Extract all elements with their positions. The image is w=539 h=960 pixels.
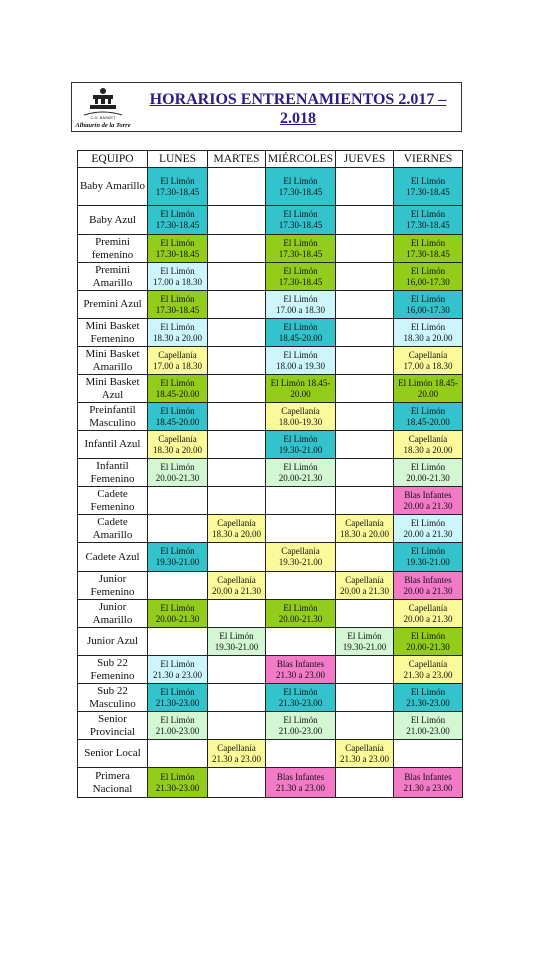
session-cell-viernes: El Limón 20.00-21.30 xyxy=(394,459,463,487)
session-cell-viernes: El Limón 20.00 a 21.30 xyxy=(394,515,463,543)
session-cell-lunes: El Limón 17.30-18.45 xyxy=(148,291,208,319)
session-cell-lunes: El Limón 18.45-20.00 xyxy=(148,403,208,431)
session-cell-viernes: Blas Infantes 20.00 a 21.30 xyxy=(394,572,463,600)
header-row xyxy=(78,151,463,168)
session-cell-lunes: El Limón 21.30 a 23.00 xyxy=(148,656,208,684)
table-row xyxy=(78,656,463,684)
session-cell-martes: Capellanía 20.00 a 21.30 xyxy=(208,572,266,600)
team-name: Preinfantil Masculino xyxy=(78,403,148,431)
session-cell-viernes: Blas Infantes 21.30 a 23.00 xyxy=(394,768,463,798)
table-row xyxy=(78,168,463,206)
session-cell-lunes: El Limón 17.30-18.45 xyxy=(148,168,208,206)
session-cell-miercoles: Capellanía 19.30-21.00 xyxy=(266,543,336,572)
empty-cell-jueves xyxy=(336,291,394,319)
session-cell-miercoles: El Limón 17.30-18.45 xyxy=(266,168,336,206)
table-row xyxy=(78,291,463,319)
empty-cell-miercoles xyxy=(266,628,336,656)
table-row xyxy=(78,572,463,600)
table-row xyxy=(78,768,463,798)
session-cell-jueves: El Limón 19.30-21.00 xyxy=(336,628,394,656)
training-schedule-table xyxy=(77,150,463,798)
session-cell-jueves: Capellanía 18.30 a 20.00 xyxy=(336,515,394,543)
team-name: Mini Basket Azul xyxy=(78,375,148,403)
empty-cell-jueves xyxy=(336,431,394,459)
team-name: Premini Azul xyxy=(78,291,148,319)
session-cell-lunes: El Limón 17.00 a 18.30 xyxy=(148,263,208,291)
team-name: Premini femenino xyxy=(78,235,148,263)
session-cell-viernes: El Limón 16,00-17.30 xyxy=(394,263,463,291)
session-cell-viernes: Capellanía 21.30 a 23.00 xyxy=(394,656,463,684)
column-header-miercoles: MIÉRCOLES xyxy=(266,151,336,168)
team-name: Premini Amarillo xyxy=(78,263,148,291)
empty-cell-jueves xyxy=(336,263,394,291)
session-cell-miercoles: El Limón 18.00 a 19.30 xyxy=(266,347,336,375)
table-row xyxy=(78,712,463,740)
empty-cell-martes xyxy=(208,403,266,431)
empty-cell-martes xyxy=(208,319,266,347)
session-cell-miercoles: El Limón 20.00-21.30 xyxy=(266,600,336,628)
session-cell-lunes: El Limón 20.00-21.30 xyxy=(148,459,208,487)
empty-cell-martes xyxy=(208,768,266,798)
team-name: Baby Azul xyxy=(78,206,148,235)
session-cell-lunes: Capellanía 18.30 a 20.00 xyxy=(148,431,208,459)
page-title: HORARIOS ENTRENAMIENTOS 2.017 – 2.018 xyxy=(149,91,447,127)
table-row xyxy=(78,459,463,487)
team-name: Mini Basket Amarillo xyxy=(78,347,148,375)
team-name: Infantil Femenino xyxy=(78,459,148,487)
svg-text:Alhaurín de la Torre: Alhaurín de la Torre xyxy=(75,122,131,129)
session-cell-lunes: El Limón 20.00-21.30 xyxy=(148,600,208,628)
team-name: Sub 22 Femenino xyxy=(78,656,148,684)
empty-cell-jueves xyxy=(336,235,394,263)
session-cell-lunes: El Limón 18.45-20.00 xyxy=(148,375,208,403)
empty-cell-martes xyxy=(208,600,266,628)
empty-cell-viernes xyxy=(394,740,463,768)
table-row xyxy=(78,403,463,431)
column-header-equipo: EQUIPO xyxy=(78,151,148,168)
session-cell-viernes: El Limón 21.00-23.00 xyxy=(394,712,463,740)
table-row xyxy=(78,263,463,291)
table-row xyxy=(78,375,463,403)
empty-cell-lunes xyxy=(148,740,208,768)
session-cell-miercoles: El Limón 20.00-21.30 xyxy=(266,459,336,487)
session-cell-lunes: El Limón 21.30-23.00 xyxy=(148,768,208,798)
session-cell-martes: Capellanía 21.30 a 23.00 xyxy=(208,740,266,768)
empty-cell-jueves xyxy=(336,684,394,712)
session-cell-viernes: El Limón 18.45-20.00 xyxy=(394,403,463,431)
empty-cell-martes xyxy=(208,656,266,684)
empty-cell-jueves xyxy=(336,600,394,628)
empty-cell-martes xyxy=(208,291,266,319)
team-name: Senior Provincial xyxy=(78,712,148,740)
empty-cell-jueves xyxy=(336,543,394,572)
session-cell-miercoles: Blas Infantes 21.30 a 23.00 xyxy=(266,768,336,798)
team-name: Primera Nacional xyxy=(78,768,148,798)
session-cell-miercoles: El Limón 17.30-18.45 xyxy=(266,206,336,235)
session-cell-viernes: Blas Infantes 20.00 a 21.30 xyxy=(394,487,463,515)
table-row xyxy=(78,628,463,656)
table-row xyxy=(78,515,463,543)
table-row xyxy=(78,684,463,712)
session-cell-miercoles: El Limón 18.45-20.00 xyxy=(266,319,336,347)
team-name: Mini Basket Femenino xyxy=(78,319,148,347)
session-cell-martes: Capellanía 18.30 a 20.00 xyxy=(208,515,266,543)
column-header-jueves: JUEVES xyxy=(336,151,394,168)
table-row xyxy=(78,543,463,572)
session-cell-miercoles: El Limón 21.00-23.00 xyxy=(266,712,336,740)
session-cell-lunes: El Limón 17.30-18.45 xyxy=(148,235,208,263)
empty-cell-jueves xyxy=(336,168,394,206)
document-header xyxy=(71,82,462,132)
session-cell-lunes: El Limón 17.30-18.45 xyxy=(148,206,208,235)
empty-cell-miercoles xyxy=(266,572,336,600)
session-cell-viernes: Capellanía 18.30 a 20.00 xyxy=(394,431,463,459)
session-cell-viernes: El Limón 17.30-18.45 xyxy=(394,168,463,206)
team-name: Baby Amarillo xyxy=(78,168,148,206)
session-cell-miercoles: El Limón 19.30-21.00 xyxy=(266,431,336,459)
session-cell-viernes: El Limón 16,00-17.30 xyxy=(394,291,463,319)
empty-cell-martes xyxy=(208,347,266,375)
empty-cell-jueves xyxy=(336,712,394,740)
team-name: Senior Local xyxy=(78,740,148,768)
column-header-martes: MARTES xyxy=(208,151,266,168)
column-header-lunes: LUNES xyxy=(148,151,208,168)
svg-text:C.D. BASKET: C.D. BASKET xyxy=(90,115,116,120)
session-cell-viernes: El Limón 21.30-23.00 xyxy=(394,684,463,712)
table-row xyxy=(78,431,463,459)
session-cell-viernes: El Limón 17.30-18.45 xyxy=(394,235,463,263)
empty-cell-miercoles xyxy=(266,515,336,543)
session-cell-jueves: Capellanía 20.00 a 21.30 xyxy=(336,572,394,600)
session-cell-viernes: El Limón 18.30 a 20.00 xyxy=(394,319,463,347)
empty-cell-martes xyxy=(208,543,266,572)
session-cell-miercoles: Blas Infantes 21.30 a 23.00 xyxy=(266,656,336,684)
table-row xyxy=(78,347,463,375)
empty-cell-martes xyxy=(208,375,266,403)
session-cell-lunes: Capellanía 17.00 a 18.30 xyxy=(148,347,208,375)
empty-cell-lunes xyxy=(148,572,208,600)
session-cell-viernes: El Limón 17.30-18.45 xyxy=(394,206,463,235)
table-row xyxy=(78,487,463,515)
empty-cell-lunes xyxy=(148,515,208,543)
table-row xyxy=(78,740,463,768)
team-name: Infantil Azul xyxy=(78,431,148,459)
session-cell-lunes: El Limón 21.30-23.00 xyxy=(148,684,208,712)
session-cell-miercoles: El Limón 18.45- 20.00 xyxy=(266,375,336,403)
session-cell-viernes: El Limón 20.00-21.30 xyxy=(394,628,463,656)
empty-cell-jueves xyxy=(336,375,394,403)
session-cell-lunes: El Limón 18.30 a 20.00 xyxy=(148,319,208,347)
session-cell-miercoles: El Limón 17.00 a 18.30 xyxy=(266,291,336,319)
empty-cell-martes xyxy=(208,459,266,487)
empty-cell-martes xyxy=(208,431,266,459)
session-cell-viernes: El Limón 19.30-21.00 xyxy=(394,543,463,572)
empty-cell-jueves xyxy=(336,656,394,684)
session-cell-lunes: El Limón 19.30-21.00 xyxy=(148,543,208,572)
empty-cell-jueves xyxy=(336,206,394,235)
team-name: Junior Azul xyxy=(78,628,148,656)
club-logo xyxy=(74,85,132,129)
empty-cell-martes xyxy=(208,712,266,740)
empty-cell-martes xyxy=(208,235,266,263)
empty-cell-lunes xyxy=(148,628,208,656)
empty-cell-miercoles xyxy=(266,487,336,515)
session-cell-martes: El Limón 19.30-21.00 xyxy=(208,628,266,656)
empty-cell-jueves xyxy=(336,347,394,375)
team-name: Cadete Azul xyxy=(78,543,148,572)
session-cell-miercoles: Capellanía 18.00-19.30 xyxy=(266,403,336,431)
session-cell-miercoles: El Limón 21.30-23.00 xyxy=(266,684,336,712)
table-row xyxy=(78,206,463,235)
team-name: Cadete Femenino xyxy=(78,487,148,515)
session-cell-miercoles: El Limón 17.30-18.45 xyxy=(266,235,336,263)
empty-cell-martes xyxy=(208,684,266,712)
team-name: Sub 22 Masculino xyxy=(78,684,148,712)
empty-cell-jueves xyxy=(336,487,394,515)
team-name: Junior Femenino xyxy=(78,572,148,600)
table-row xyxy=(78,235,463,263)
team-name: Cadete Amarillo xyxy=(78,515,148,543)
empty-cell-miercoles xyxy=(266,740,336,768)
empty-cell-martes xyxy=(208,168,266,206)
empty-cell-jueves xyxy=(336,768,394,798)
empty-cell-martes xyxy=(208,263,266,291)
empty-cell-martes xyxy=(208,487,266,515)
empty-cell-lunes xyxy=(148,487,208,515)
session-cell-jueves: Capellanía 21.30 a 23.00 xyxy=(336,740,394,768)
session-cell-viernes: Capellanía 17.00 a 18.30 xyxy=(394,347,463,375)
empty-cell-martes xyxy=(208,206,266,235)
session-cell-lunes: El Limón 21.00-23.00 xyxy=(148,712,208,740)
column-header-viernes: VIERNES xyxy=(394,151,463,168)
empty-cell-jueves xyxy=(336,459,394,487)
team-name: Junior Amarillo xyxy=(78,600,148,628)
empty-cell-jueves xyxy=(336,403,394,431)
session-cell-viernes: El Limón 18.45- 20.00 xyxy=(394,375,463,403)
table-row xyxy=(78,319,463,347)
session-cell-miercoles: El Limón 17.30-18.45 xyxy=(266,263,336,291)
empty-cell-jueves xyxy=(336,319,394,347)
table-row xyxy=(78,600,463,628)
session-cell-viernes: Capellanía 20.00 a 21.30 xyxy=(394,600,463,628)
